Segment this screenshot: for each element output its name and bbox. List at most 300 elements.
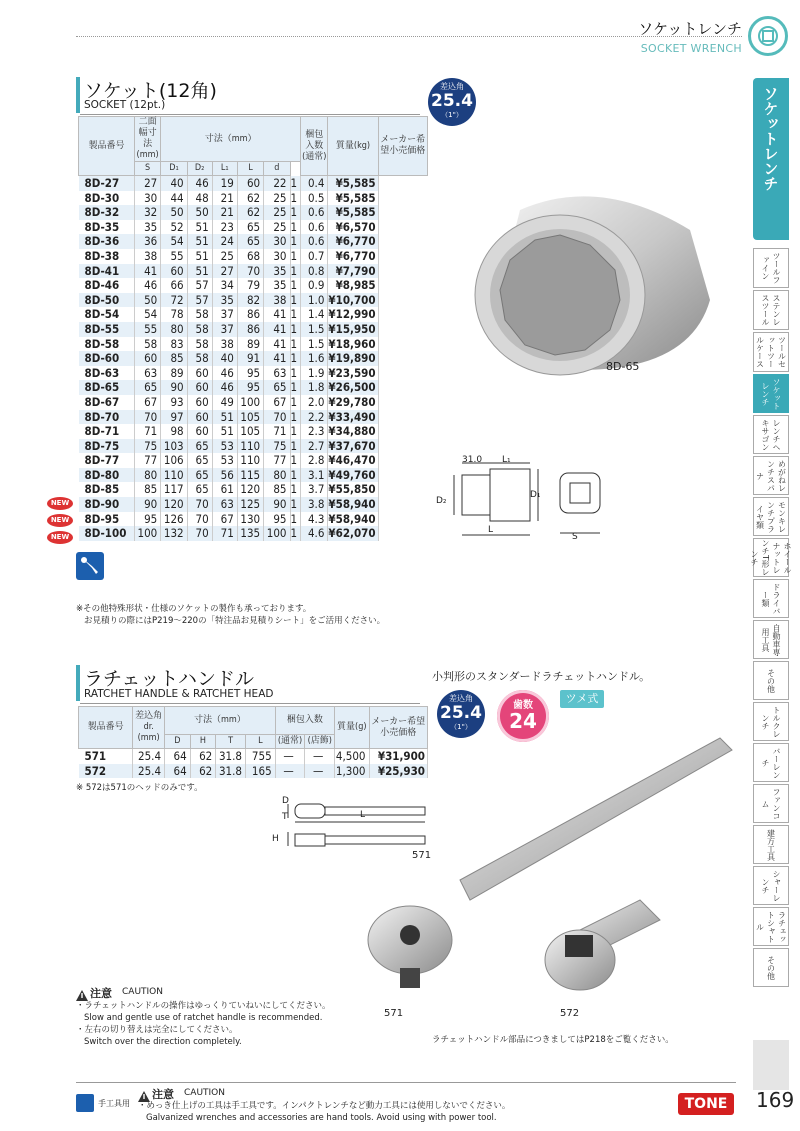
- table-cell: ¥62,070: [328, 526, 378, 541]
- side-tab[interactable]: その他: [753, 948, 789, 987]
- table-cell: 54: [134, 307, 160, 322]
- table-cell: 89: [161, 366, 187, 381]
- table-cell: 41: [264, 307, 290, 322]
- table-cell: 60: [187, 366, 212, 381]
- table-cell: 70: [187, 526, 212, 541]
- page-header-subtitle: SOCKET WRENCH: [640, 42, 742, 55]
- table-cell: 0.6: [301, 234, 328, 249]
- table-cell: 8D-70: [79, 410, 135, 425]
- table-cell: 25: [264, 220, 290, 235]
- footer-tool-label: 手工具用: [98, 1099, 130, 1108]
- table-cell: 1: [290, 366, 301, 381]
- diagram-label-l1: L₁: [502, 455, 511, 465]
- ratchet-photo-label-571: 571: [384, 1008, 404, 1019]
- footer-top-line: [76, 1082, 736, 1083]
- side-tab[interactable]: ファンコム: [753, 784, 789, 823]
- table-cell: 58: [187, 307, 212, 322]
- table-cell: 58: [187, 351, 212, 366]
- table-cell: 95: [237, 366, 263, 381]
- side-tab[interactable]: ソケットレンチ: [753, 374, 789, 413]
- side-tab[interactable]: 自動車専用工具: [753, 620, 789, 659]
- socket-photo: [460, 180, 730, 380]
- table-cell: 34: [212, 278, 237, 293]
- table-cell: ¥15,950: [328, 322, 378, 337]
- table-cell: 60: [134, 351, 160, 366]
- table-cell: 8D-46: [79, 278, 135, 293]
- table-cell: 1: [290, 512, 301, 527]
- side-main-tab[interactable]: ソケットレンチ: [753, 78, 789, 240]
- table-cell: 85: [134, 482, 160, 497]
- table-cell: 60: [237, 176, 263, 191]
- table-cell: 1.5: [301, 337, 328, 352]
- table-cell: 86: [237, 322, 263, 337]
- table-cell: 44: [161, 191, 187, 206]
- ratchet-label-t: T: [282, 812, 288, 822]
- table-cell: —: [275, 764, 305, 779]
- table-cell: 8D-35: [79, 220, 135, 235]
- table-cell: 52: [161, 220, 187, 235]
- table-cell: 8D-90: [79, 497, 135, 512]
- table-cell: 25: [212, 249, 237, 264]
- table-cell: 58: [187, 337, 212, 352]
- table-cell: 571: [79, 749, 133, 764]
- side-tab[interactable]: ラチェットシャトル: [753, 907, 789, 946]
- diagram-label-l: L: [488, 525, 494, 535]
- table-cell: 49: [212, 395, 237, 410]
- side-tab[interactable]: トルクレンチ: [753, 702, 789, 741]
- table-cell: 51: [187, 264, 212, 279]
- table-cell: 89: [237, 337, 263, 352]
- new-badge: NEW: [47, 514, 73, 527]
- table-cell: 30: [264, 234, 290, 249]
- table-cell: 40: [212, 351, 237, 366]
- caution-line-1: ・ラチェットハンドルの操作はゆっくりていねいにしてください。: [76, 1001, 331, 1011]
- table-cell: 132: [161, 526, 187, 541]
- socket-note-2: お見積りの際にはP219～220の「特注品お見積りシート」をご活用ください。: [84, 616, 386, 626]
- table-cell: 1: [290, 395, 301, 410]
- drive-badge-value: 25.4: [440, 703, 482, 723]
- table-cell: 8D-65: [79, 380, 135, 395]
- table-cell: 80: [264, 468, 290, 483]
- col-l: L: [245, 735, 275, 749]
- table-cell: 120: [237, 482, 263, 497]
- table-cell: 1: [290, 424, 301, 439]
- table-cell: 50: [161, 205, 187, 220]
- table-cell: 95: [264, 512, 290, 527]
- table-cell: 0.5: [301, 191, 328, 206]
- col-drive: 差込角dr.(mm): [133, 707, 165, 749]
- col-normal: (通常): [275, 735, 305, 749]
- side-tab[interactable]: ステンレスツール: [753, 290, 789, 330]
- table-cell: 8D-60: [79, 351, 135, 366]
- side-tab[interactable]: ツールファイン: [753, 248, 789, 288]
- table-cell: 51: [212, 410, 237, 425]
- table-cell: 8D-58: [79, 337, 135, 352]
- table-cell: 1: [290, 526, 301, 541]
- table-cell: 38: [212, 337, 237, 352]
- caution-title-en: CAUTION: [122, 987, 163, 997]
- col-weight: 質量(g): [335, 707, 369, 749]
- table-cell: 0.9: [301, 278, 328, 293]
- caution-line-3: ・左右の切り替えは完全にしてください。: [76, 1025, 238, 1035]
- table-cell: 1: [290, 278, 301, 293]
- ratchet-note: ※ 572は571のヘッドのみです。: [76, 783, 203, 793]
- table-cell: 30: [134, 191, 160, 206]
- ratchet-label-l: L: [360, 810, 366, 820]
- socket-table-body: [79, 176, 428, 541]
- side-blank-area: [753, 1040, 789, 1090]
- table-cell: 72: [161, 293, 187, 308]
- table-cell: ¥6,770: [328, 249, 378, 264]
- table-cell: 67: [264, 395, 290, 410]
- socket-section-underline: [80, 114, 420, 115]
- ratchet-section-underline: [80, 703, 420, 704]
- table-cell: 31.8: [216, 764, 246, 779]
- table-cell: 27: [212, 264, 237, 279]
- ratchet-diagram-model: 571: [412, 850, 432, 861]
- table-cell: 35: [264, 264, 290, 279]
- table-cell: ¥6,770: [328, 234, 378, 249]
- table-cell: ¥29,780: [328, 395, 378, 410]
- table-cell: 8D-75: [79, 439, 135, 454]
- table-row: [79, 176, 428, 191]
- table-cell: ¥25,930: [369, 764, 428, 779]
- table-cell: 1: [290, 410, 301, 425]
- table-row: [79, 424, 428, 439]
- table-cell: 8D-55: [79, 322, 135, 337]
- table-cell: —: [305, 764, 335, 779]
- table-cell: 110: [237, 453, 263, 468]
- table-cell: 0.6: [301, 220, 328, 235]
- table-cell: 165: [245, 764, 275, 779]
- side-tab[interactable]: モンキレンチプライヤ類: [753, 497, 789, 536]
- table-cell: 79: [237, 278, 263, 293]
- table-cell: 70: [187, 497, 212, 512]
- table-cell: 23: [212, 220, 237, 235]
- tsume-badge: ツメ式: [560, 690, 604, 708]
- table-cell: 67: [134, 395, 160, 410]
- table-cell: 8D-27: [79, 176, 135, 191]
- col-price: メーカー希望小売価格: [369, 707, 428, 749]
- table-cell: 1: [290, 307, 301, 322]
- table-cell: 56: [212, 468, 237, 483]
- table-cell: 70: [134, 410, 160, 425]
- col-dims: 寸法（mm）: [161, 117, 301, 162]
- table-cell: 38: [264, 293, 290, 308]
- new-badge: NEW: [47, 531, 73, 544]
- table-cell: 75: [264, 439, 290, 454]
- table-cell: ¥55,850: [328, 482, 378, 497]
- socket-section-bar: [76, 77, 80, 113]
- table-cell: 85: [264, 482, 290, 497]
- col-d1: D₁: [161, 162, 187, 176]
- table-cell: 1: [290, 264, 301, 279]
- table-cell: 65: [187, 453, 212, 468]
- table-cell: 83: [161, 337, 187, 352]
- table-cell: 27: [134, 176, 160, 191]
- footer-caution-title: 注意: [152, 1088, 174, 1101]
- side-tab[interactable]: ツールセットツールケース: [753, 332, 789, 372]
- col-pack: 梱包入数(通常): [301, 117, 328, 176]
- socket-spec-table: [78, 116, 428, 541]
- table-row: [79, 293, 428, 308]
- table-cell: 130: [237, 512, 263, 527]
- table-cell: 8D-36: [79, 234, 135, 249]
- table-cell: 8D-80: [79, 468, 135, 483]
- table-cell: 37: [212, 322, 237, 337]
- table-row: [79, 526, 428, 541]
- table-cell: ¥37,670: [328, 439, 378, 454]
- footer-line-2: Galvanized wrenches and accessories are hand tools. Avoid using with power tool.: [146, 1113, 497, 1123]
- col-dims: 寸法（mm）: [165, 707, 276, 735]
- hand-tool-icon: [76, 552, 104, 580]
- table-cell: 8D-30: [79, 191, 135, 206]
- teeth-label: 歯数: [513, 700, 533, 711]
- table-cell: ¥5,585: [328, 176, 378, 191]
- socket-drive-badge: [428, 78, 476, 126]
- side-tab[interactable]: 建方工具: [753, 825, 789, 864]
- table-cell: 1: [290, 468, 301, 483]
- socket-section-subtitle: SOCKET (12pt.): [84, 99, 166, 111]
- col-d: d: [264, 162, 290, 176]
- table-cell: 8D-63: [79, 366, 135, 381]
- table-cell: 63: [134, 366, 160, 381]
- ratchet-label-d: D: [282, 796, 289, 806]
- table-cell: 70: [264, 410, 290, 425]
- table-cell: 64: [165, 749, 191, 764]
- table-cell: 32: [134, 205, 160, 220]
- table-row: [79, 439, 428, 454]
- table-cell: 1.8: [301, 380, 328, 395]
- table-cell: 1.9: [301, 366, 328, 381]
- side-tab[interactable]: ホイールナットレンチT形レンチ: [750, 539, 792, 576]
- table-cell: 1: [290, 439, 301, 454]
- col-s: S: [134, 162, 160, 176]
- table-cell: ¥23,590: [328, 366, 378, 381]
- table-row: [79, 482, 428, 497]
- header-divider: [76, 36, 742, 37]
- table-cell: ¥34,880: [328, 424, 378, 439]
- table-cell: 19: [212, 176, 237, 191]
- table-cell: 62: [237, 191, 263, 206]
- table-cell: 90: [134, 497, 160, 512]
- col-d2: D₂: [187, 162, 212, 176]
- table-cell: 120: [161, 497, 187, 512]
- table-cell: 60: [161, 264, 187, 279]
- table-cell: 1: [290, 191, 301, 206]
- table-cell: 57: [187, 293, 212, 308]
- table-cell: ¥58,940: [328, 512, 378, 527]
- table-row: [79, 380, 428, 395]
- table-cell: 71: [212, 526, 237, 541]
- table-cell: 1: [290, 234, 301, 249]
- ratchet-parts-note: ラチェットハンドル部品につきましてはP218をご覧ください。: [432, 1035, 674, 1045]
- table-cell: 98: [161, 424, 187, 439]
- table-cell: 1,300: [335, 764, 369, 779]
- footer-line-1: ・めっき仕上げの工具は手工具です。インパクトレンチなど動力工具には使用しないでください。: [138, 1101, 511, 1111]
- table-cell: 63: [264, 366, 290, 381]
- brand-logo: TONE: [678, 1093, 734, 1115]
- table-cell: 8D-54: [79, 307, 135, 322]
- table-cell: 62: [190, 749, 216, 764]
- table-cell: 21: [212, 191, 237, 206]
- table-cell: 3.1: [301, 468, 328, 483]
- side-tab[interactable]: レンチヘキサゴン: [753, 415, 789, 454]
- footer-hand-tool-icon: [76, 1094, 94, 1112]
- table-cell: 35: [212, 293, 237, 308]
- table-cell: ¥33,490: [328, 410, 378, 425]
- table-cell: 8D-100: [79, 526, 135, 541]
- table-cell: 1.5: [301, 322, 328, 337]
- table-cell: 60: [187, 380, 212, 395]
- table-cell: 1: [290, 482, 301, 497]
- table-cell: 65: [264, 380, 290, 395]
- caution-line-2: Slow and gentle use of ratchet handle is recommended.: [84, 1013, 323, 1023]
- table-cell: 62: [190, 764, 216, 779]
- table-cell: 100: [237, 395, 263, 410]
- table-cell: 1: [290, 380, 301, 395]
- table-row: [79, 410, 428, 425]
- ratchet-section-title: ラチェットハンドル: [84, 668, 255, 690]
- table-cell: 1: [290, 337, 301, 352]
- ratchet-label-h: H: [272, 834, 279, 844]
- col-shop: (店飾): [305, 735, 335, 749]
- table-cell: 1: [290, 205, 301, 220]
- table-cell: 65: [187, 482, 212, 497]
- table-cell: 25.4: [133, 749, 165, 764]
- drive-badge-sub: （1"）: [441, 111, 463, 119]
- table-cell: 51: [187, 234, 212, 249]
- table-cell: 0.4: [301, 176, 328, 191]
- side-tab[interactable]: その他: [753, 661, 789, 700]
- drive-badge-label: 差込角: [440, 82, 464, 91]
- table-cell: 51: [212, 424, 237, 439]
- table-cell: 80: [161, 322, 187, 337]
- table-cell: 1: [290, 497, 301, 512]
- table-cell: 86: [237, 307, 263, 322]
- table-cell: 755: [245, 749, 275, 764]
- table-cell: 65: [187, 439, 212, 454]
- table-row: [79, 395, 428, 410]
- col-price: メーカー希望小売価格: [378, 117, 427, 176]
- table-cell: 62: [237, 205, 263, 220]
- table-cell: 30: [264, 249, 290, 264]
- table-cell: 65: [237, 234, 263, 249]
- table-cell: 37: [212, 307, 237, 322]
- table-cell: —: [275, 749, 305, 764]
- table-cell: 21: [212, 205, 237, 220]
- table-cell: 97: [161, 410, 187, 425]
- table-cell: 8D-67: [79, 395, 135, 410]
- table-cell: ¥7,790: [328, 264, 378, 279]
- socket-note-1: ※その他特殊形状・仕様のソケットの製作も承っております。: [76, 604, 312, 614]
- table-cell: 40: [161, 176, 187, 191]
- table-cell: 90: [264, 497, 290, 512]
- table-cell: 35: [134, 220, 160, 235]
- table-cell: 3.8: [301, 497, 328, 512]
- table-cell: ¥12,990: [328, 307, 378, 322]
- table-row: [79, 234, 428, 249]
- table-cell: ¥5,585: [328, 205, 378, 220]
- table-row: [79, 468, 428, 483]
- ratchet-photo: [360, 730, 740, 1030]
- table-cell: ¥49,760: [328, 468, 378, 483]
- table-cell: 57: [187, 278, 212, 293]
- table-cell: 64: [165, 764, 191, 779]
- table-cell: 41: [264, 337, 290, 352]
- table-cell: 2.0: [301, 395, 328, 410]
- col-h: H: [190, 735, 216, 749]
- table-cell: 58: [134, 337, 160, 352]
- caution-title: 注意: [90, 987, 112, 1000]
- table-cell: 8D-77: [79, 453, 135, 468]
- table-cell: ¥19,890: [328, 351, 378, 366]
- table-cell: 63: [212, 497, 237, 512]
- table-cell: ¥5,585: [328, 191, 378, 206]
- table-cell: 105: [237, 410, 263, 425]
- col-l1: L₁: [212, 162, 237, 176]
- socket-wrench-icon: [748, 16, 788, 56]
- table-cell: 67: [212, 512, 237, 527]
- table-cell: 135: [237, 526, 263, 541]
- col-code: 製品番号: [79, 117, 135, 176]
- table-cell: 106: [161, 453, 187, 468]
- table-cell: 80: [134, 468, 160, 483]
- table-cell: 61: [212, 482, 237, 497]
- table-cell: 0.6: [301, 205, 328, 220]
- table-cell: 51: [187, 220, 212, 235]
- table-cell: 71: [134, 424, 160, 439]
- table-cell: 25.4: [133, 764, 165, 779]
- table-cell: 68: [237, 249, 263, 264]
- table-cell: —: [305, 749, 335, 764]
- table-cell: 0.8: [301, 264, 328, 279]
- side-tab[interactable]: バーレンチ: [753, 743, 789, 782]
- diagram-label-d2: D₂: [436, 496, 447, 506]
- socket-section-title: ソケット(12角): [84, 80, 217, 102]
- col-weight: 質量(kg): [328, 117, 378, 176]
- diagram-label-d1: D₁: [530, 490, 541, 500]
- side-tab[interactable]: シャーレンチ: [753, 866, 789, 905]
- drive-badge-value: 25.4: [431, 91, 473, 111]
- table-cell: 58: [187, 322, 212, 337]
- table-cell: 22: [264, 176, 290, 191]
- table-cell: 1: [290, 220, 301, 235]
- table-cell: 93: [161, 395, 187, 410]
- table-cell: 78: [161, 307, 187, 322]
- col-across: 二面幅寸法(mm): [134, 117, 160, 162]
- col-code: 製品番号: [79, 707, 133, 749]
- side-tab[interactable]: めがねレンチスパナ: [753, 456, 789, 495]
- table-row: [79, 453, 428, 468]
- table-row: [79, 351, 428, 366]
- table-cell: 0.7: [301, 249, 328, 264]
- table-cell: 65: [237, 220, 263, 235]
- table-cell: 82: [237, 293, 263, 308]
- table-row: [79, 220, 428, 235]
- table-cell: 117: [161, 482, 187, 497]
- table-cell: 77: [134, 453, 160, 468]
- table-cell: 8D-95: [79, 512, 135, 527]
- side-tab[interactable]: ドライバー類: [753, 579, 789, 618]
- drive-badge-sub: （1"）: [450, 723, 472, 731]
- table-cell: 1: [290, 453, 301, 468]
- table-cell: 46: [134, 278, 160, 293]
- table-cell: 1: [290, 293, 301, 308]
- table-cell: 50: [187, 205, 212, 220]
- table-cell: 95: [237, 380, 263, 395]
- table-cell: 60: [187, 424, 212, 439]
